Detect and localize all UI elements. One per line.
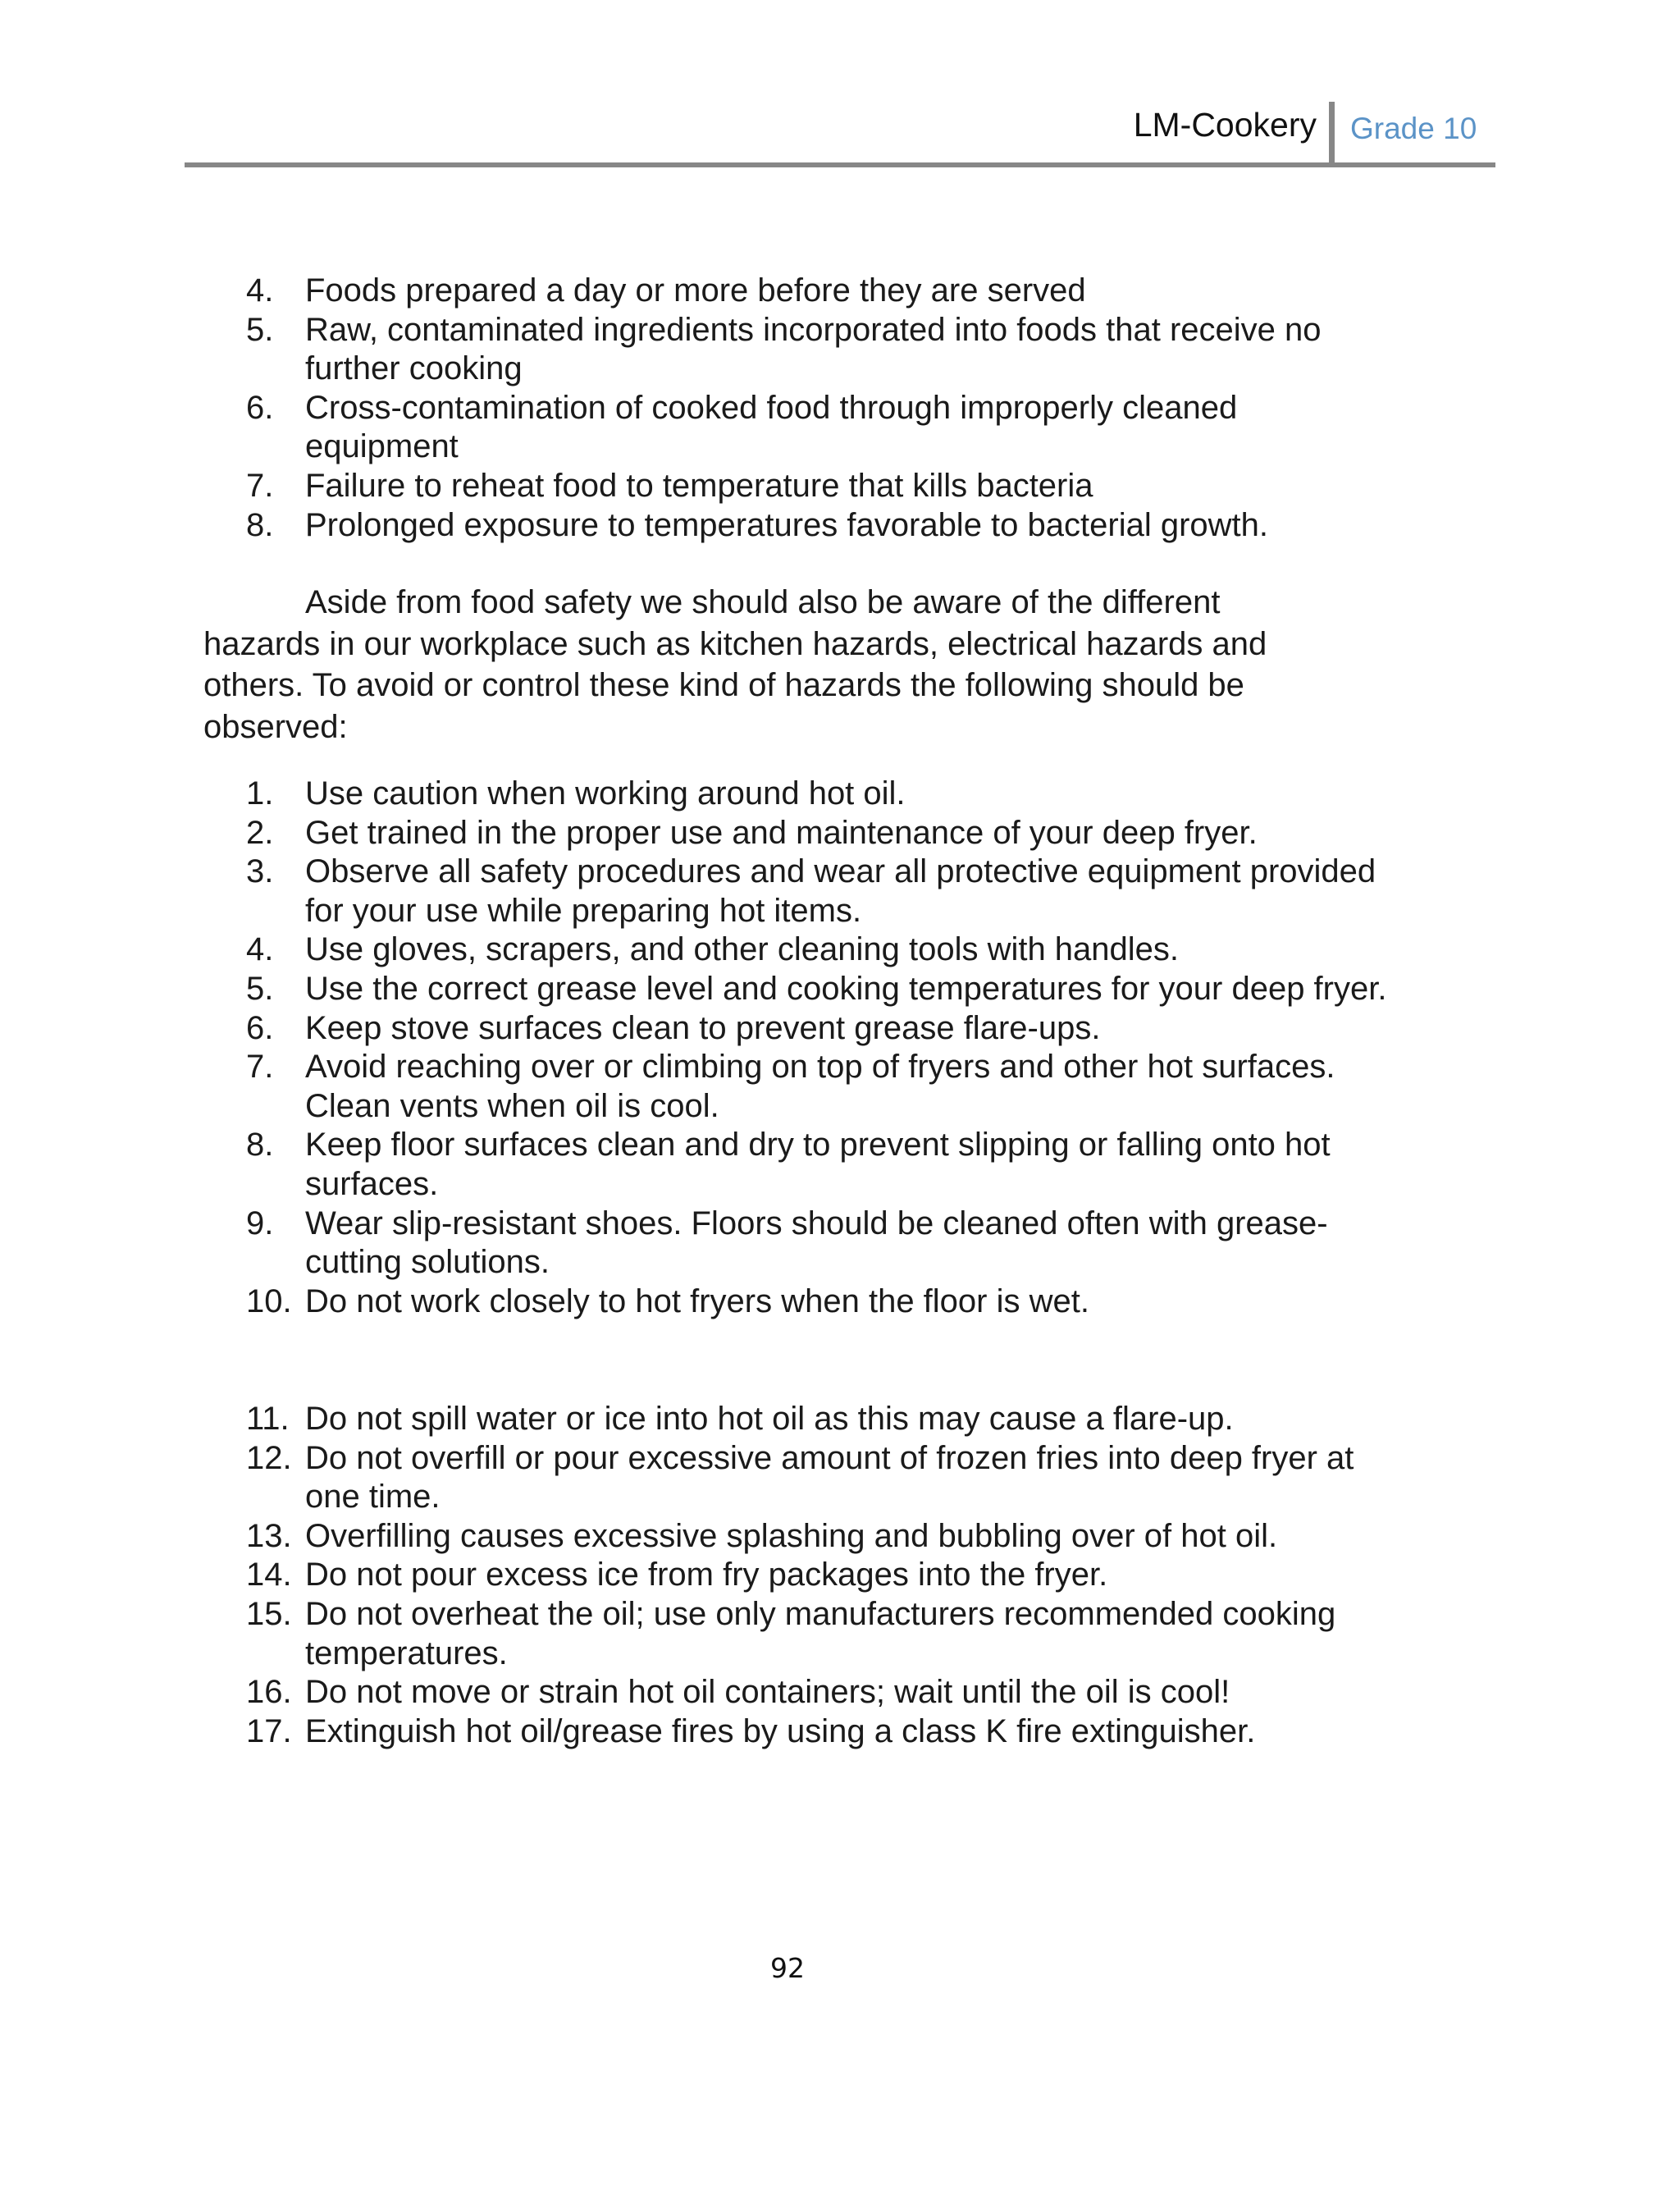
list-item — [0, 1517, 1388, 1557]
header-divider — [1329, 102, 1335, 164]
item-number: 3. — [246, 853, 274, 890]
item-number: 12. — [246, 1439, 292, 1476]
list-item — [0, 814, 1388, 853]
list-item — [0, 1400, 1388, 1439]
list-item — [0, 1439, 1388, 1517]
list-item — [0, 467, 1388, 506]
item-text: Keep floor surfaces clean and dry to prevent slipping or falling onto hot surfaces. — [305, 1127, 1331, 1202]
hazards-intro-paragraph: Aside from food safety we should also be aware of the different hazards in our workplace such as kitchen hazards, electrical hazards and others. To avoid or control these kind of hazards the following should be observed: — [203, 584, 1267, 745]
list-item — [0, 775, 1388, 814]
item-number: 2. — [246, 814, 274, 851]
item-text: Keep stove surfaces clean to prevent grease flare-ups. — [305, 1009, 1101, 1046]
item-number: 15. — [246, 1595, 292, 1632]
item-text: Cross-contamination of cooked food through improperly cleaned equipment — [305, 389, 1238, 465]
item-number: 11. — [246, 1401, 290, 1437]
list-item — [0, 853, 1388, 930]
list-item — [0, 389, 1388, 467]
item-text: Extinguish hot oil/grease fires by using a class K fire extinguisher. — [305, 1712, 1256, 1749]
item-text: Avoid reaching over or climbing on top of fryers and other hot surfaces. Clean vents when oil is cool. — [305, 1049, 1335, 1124]
list-item — [0, 1126, 1388, 1204]
header-grade: Grade 10 — [1350, 112, 1477, 145]
item-number: 6. — [246, 1009, 274, 1046]
item-text: Do not overfill or pour excessive amount of frozen fries into deep fryer at one time. — [305, 1439, 1354, 1516]
list-item — [0, 1282, 1388, 1322]
list-item — [0, 506, 1388, 546]
item-text: Use caution when working around hot oil. — [305, 775, 906, 812]
item-text: Get trained in the proper use and maintenance of your deep fryer. — [305, 814, 1258, 851]
item-number: 7. — [246, 1049, 274, 1086]
item-text: Foods prepared a day or more before they are served — [305, 272, 1086, 309]
page-header — [185, 97, 1495, 167]
item-number: 8. — [246, 506, 274, 543]
list-item — [0, 1712, 1388, 1752]
item-number: 5. — [246, 970, 274, 1007]
hazards-list — [0, 775, 1388, 1321]
list-item — [0, 1556, 1388, 1595]
list-item — [0, 1595, 1388, 1673]
item-text: Do not move or strain hot oil containers; wait until the oil is cool! — [305, 1674, 1230, 1711]
list-item — [0, 272, 1388, 311]
item-number: 6. — [246, 389, 274, 426]
list-item — [0, 1673, 1388, 1712]
fryer-safety-list — [0, 1400, 1388, 1751]
item-number: 16. — [246, 1674, 292, 1711]
header-title: LM-Cookery — [1133, 106, 1317, 144]
item-number: 14. — [246, 1557, 292, 1593]
list-item — [0, 930, 1388, 970]
item-text: Use the correct grease level and cooking temperatures for your deep fryer. — [305, 970, 1387, 1007]
item-text: Observe all safety procedures and wear all protective equipment provided for your use while preparing hot items. — [305, 853, 1376, 929]
list-item — [0, 1009, 1388, 1049]
item-number: 17. — [246, 1712, 292, 1749]
item-text: Do not pour excess ice from fry packages into the fryer. — [305, 1557, 1108, 1593]
item-text: Do not overheat the oil; use only manufacturers recommended cooking temperatures. — [305, 1595, 1336, 1671]
item-number: 4. — [246, 931, 274, 968]
item-number: 10. — [246, 1282, 292, 1319]
list-item — [0, 970, 1388, 1009]
item-number: 8. — [246, 1127, 274, 1164]
item-number: 4. — [246, 272, 274, 309]
item-number: 7. — [246, 467, 274, 504]
item-number: 9. — [246, 1205, 274, 1241]
item-text: Failure to reheat food to temperature that kills bacteria — [305, 467, 1093, 504]
list-item — [0, 1048, 1388, 1126]
page-number: 92 — [770, 1952, 805, 1984]
list-item — [0, 311, 1388, 389]
header-rule — [185, 162, 1495, 167]
item-text: Do not work closely to hot fryers when the floor is wet. — [305, 1282, 1089, 1319]
item-text: Prolonged exposure to temperatures favorable to bacterial growth. — [305, 506, 1269, 543]
item-text: Do not spill water or ice into hot oil as this may cause a flare-up. — [305, 1401, 1234, 1437]
item-text: Wear slip-resistant shoes. Floors should be cleaned often with grease-cutting solutions. — [305, 1205, 1328, 1281]
item-number: 5. — [246, 311, 274, 348]
item-number: 13. — [246, 1517, 292, 1554]
item-text: Overfilling causes excessive splashing and bubbling over of hot oil. — [305, 1517, 1278, 1554]
item-text: Use gloves, scrapers, and other cleaning tools with handles. — [305, 931, 1180, 968]
item-number: 1. — [246, 775, 274, 812]
food-safety-list — [0, 272, 1388, 545]
item-text: Raw, contaminated ingredients incorporated into foods that receive no further cooking — [305, 311, 1322, 387]
list-item — [0, 1205, 1388, 1282]
